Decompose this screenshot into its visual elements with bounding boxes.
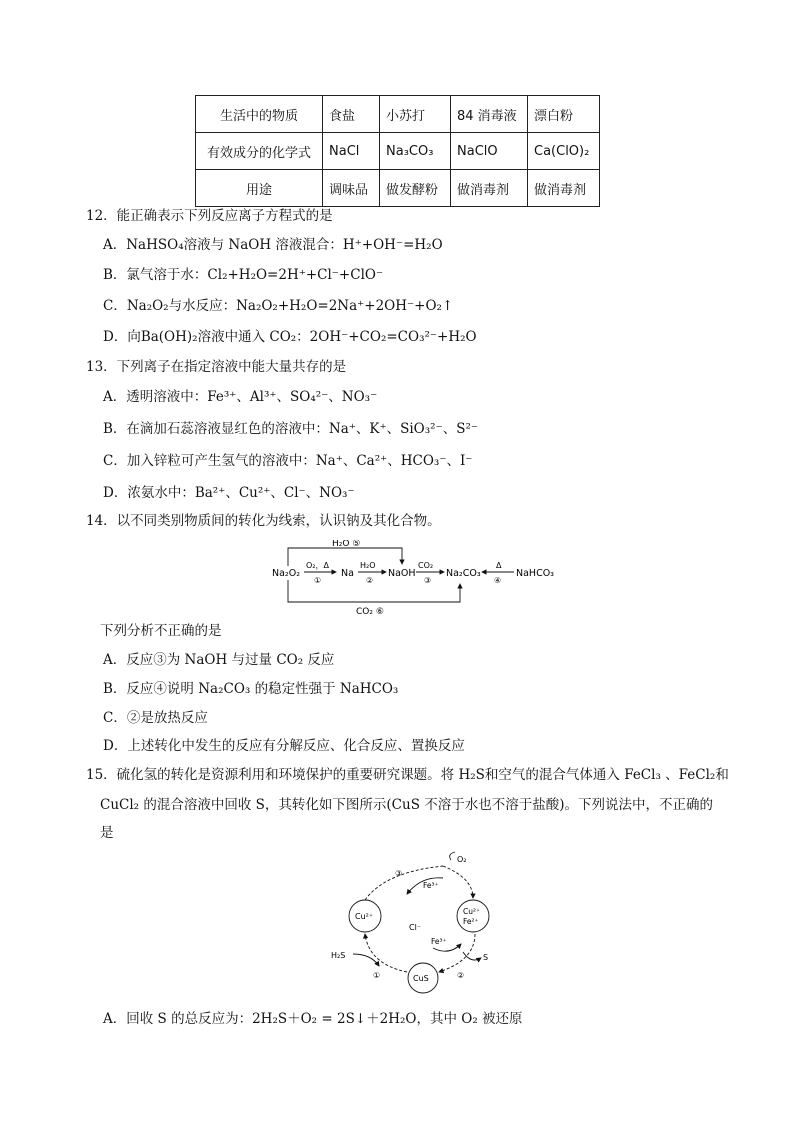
label-r2-num: ② [366,576,374,585]
q15-stem-line2: CuCl₂ 的混合溶液中回收 S，其转化如下图所示(CuS 不溶于水也不溶于盐酸)。下列说法中，不正确的 [100,797,714,813]
q12-stem: 12．能正确表示下列反应离子方程式的是 [86,208,333,224]
label-cu-fe-top: Cu²⁺ [463,907,480,916]
table-cell: 调味品 [323,170,380,207]
q15-stem-line1: 15．硫化氢的转化是资源利用和环境保护的重要研究课题。将 H₂S和空气的混合气体通入 FeCl₃ 、FeCl₂和 [86,767,729,783]
q14-option-b: B．反应④说明 Na₂CO₃ 的稳定性强于 NaHCO₃ [103,681,399,697]
q14-sub-stem: 下列分析不正确的是 [100,623,222,639]
q12-option-b: B．氯气溶于水：Cl₂+H₂O=2H⁺+Cl⁻+ClO⁻ [103,267,384,283]
label-s: S [483,953,489,962]
table-row [196,96,600,133]
species-na2o2: Na₂O₂ [272,568,301,579]
label-r1-top: O₂，Δ [306,561,329,570]
label-cu: Cu²⁺ [355,912,374,921]
q14-option-a: A．反应③为 NaOH 与过量 CO₂ 反应 [103,652,335,668]
table-cell: 做发酵粉 [380,170,451,207]
table-cell: 有效成分的化学式 [196,133,323,170]
label-n2: ② [457,971,465,980]
q13-option-a: A．透明溶液中：Fe³⁺、Al³⁺、SO₄²⁻、NO₃⁻ [103,389,378,405]
table-cell: 做消毒剂 [528,170,600,207]
species-naoh: NaOH [388,568,416,579]
label-r3-num: ③ [424,576,432,585]
table-cell: NaCl [323,133,380,170]
label-r3-top: CO₂ [418,561,434,570]
sulfur-recovery-cycle-diagram [325,848,505,1000]
label-cl: Cl⁻ [409,923,422,932]
label-r2-top: H₂O [360,561,376,570]
table-cell: 84 消毒液 [451,96,528,133]
species-na2co3: Na₂CO₃ [446,568,481,579]
label-o2: O₂ [457,855,467,864]
label-h2s: H₂S [331,951,346,960]
label-r6: CO₂ ⑥ [356,607,384,617]
node-cu-fe [457,900,489,932]
q14-stem: 14．以不同类别物质间的转化为线索，认识钠及其化合物。 [86,513,441,529]
label-fe-bot: Fe³⁺ [431,937,447,946]
label-fe-top: Fe³⁺ [423,881,439,890]
table-row [196,133,600,170]
label-r1-num: ① [314,576,322,585]
table-cell: NaClO [451,133,528,170]
table-cell: 漂白粉 [528,96,600,133]
label-n3: ③ [395,869,403,878]
table-row [196,170,600,207]
table-cell: Ca(ClO)₂ [528,133,600,170]
q13-option-b: B．在滴加石蕊溶液显红色的溶液中：Na⁺、K⁺、SiO₃²⁻、S²⁻ [103,421,478,437]
q15-stem-line3: 是 [100,825,114,841]
species-na: Na [341,568,354,579]
label-r5: H₂O ⑤ [332,540,361,549]
sodium-conversion-diagram [240,540,570,620]
table-cell: Na₃CO₃ [380,133,451,170]
q13-stem: 13．下列离子在指定溶液中能大量共存的是 [86,359,347,375]
label-cu-fe-bot: Fe²⁺ [463,917,479,926]
label-r4-top: Δ [496,561,502,570]
species-nahco3: NaHCO₃ [516,568,554,579]
label-r4-num: ④ [494,576,502,585]
table-cell: 小苏打 [380,96,451,133]
q14-option-d: D．上述转化中发生的反应有分解反应、化合反应、置换反应 [103,738,465,754]
label-n1: ① [373,971,381,980]
q14-option-c: C．②是放热反应 [103,710,208,726]
table-cell: 做消毒剂 [451,170,528,207]
q13-option-d: D．浓氨水中：Ba²⁺、Cu²⁺、Cl⁻、NO₃⁻ [103,485,355,501]
q12-option-d: D．向Ba(OH)₂溶液中通入 CO₂：2OH⁻+CO₂=CO₃²⁻+H₂O [103,329,477,345]
label-cus: CuS [413,974,429,983]
q13-option-c: C．加入锌粒可产生氢气的溶液中：Na⁺、Ca²⁺、HCO₃⁻、I⁻ [103,453,473,469]
table-cell: 生活中的物质 [196,96,323,133]
table-cell: 食盐 [323,96,380,133]
substance-table [195,95,600,207]
q15-option-a: A．回收 S 的总反应为：2H₂S＋O₂ = 2S↓＋2H₂O，其中 O₂ 被还原 [103,1011,523,1027]
q12-option-c: C．Na₂O₂与水反应：Na₂O₂+H₂O=2Na⁺+2OH⁻+O₂↑ [103,298,454,314]
table-cell: 用途 [196,170,323,207]
q12-option-a: A．NaHSO₄溶液与 NaOH 溶液混合：H⁺+OH⁻=H₂O [103,237,443,253]
